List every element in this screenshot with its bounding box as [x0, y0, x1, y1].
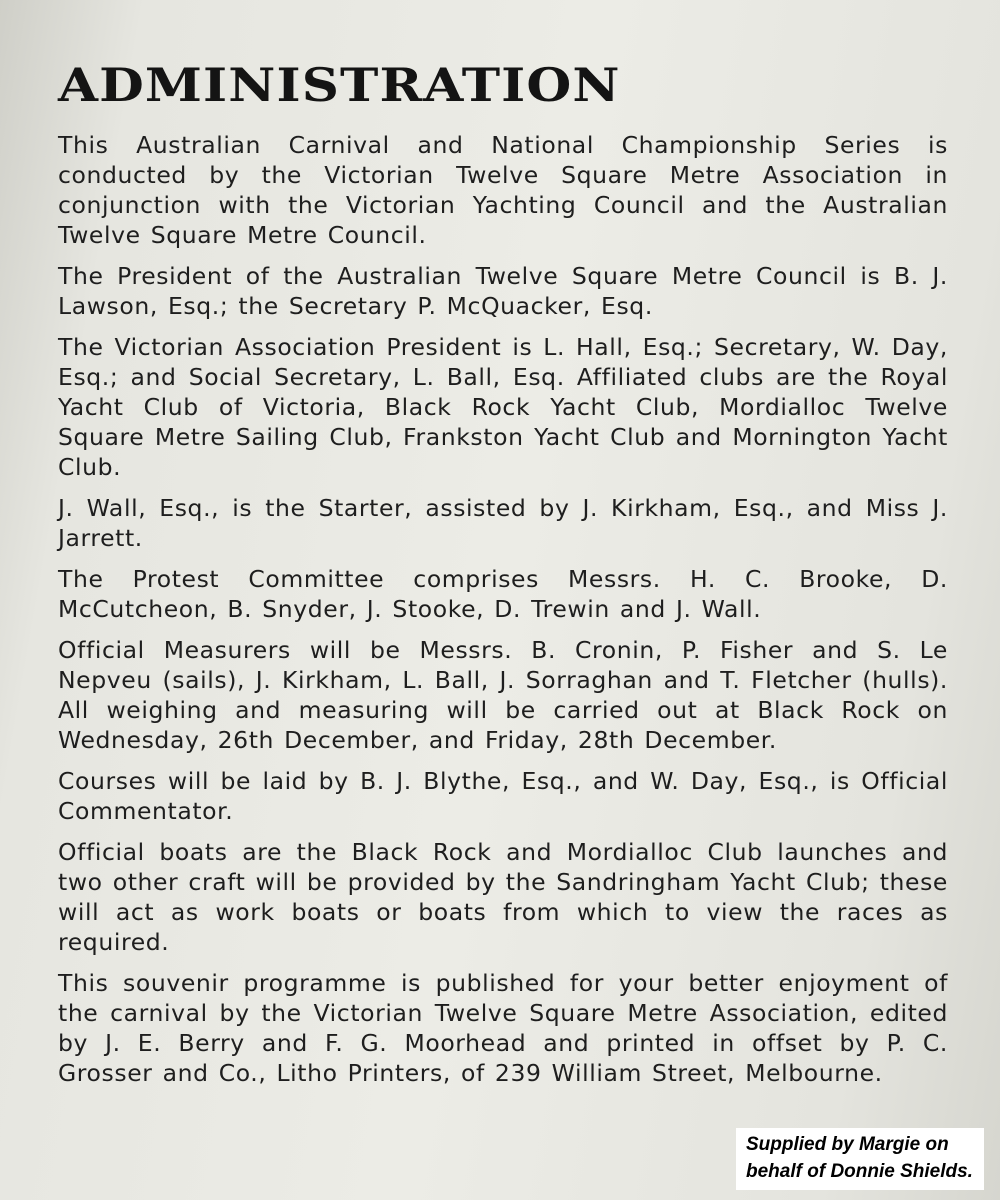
credit-line-2: behalf of Donnie Shields.: [746, 1161, 973, 1182]
paragraph-carnival-overview: This Australian Carnival and National Championship Series is conducted by the Victorian Twelve Square Metre Association in conjunction with the Victorian Yachting Council and the Australian Twelve Square Metre Council.: [58, 131, 948, 249]
document-body: [58, 130, 948, 1099]
credit-box: [736, 1128, 984, 1190]
paragraph-council-officers: The President of the Australian Twelve Square Metre Council is B. J. Lawson, Esq.; the Secretary P. McQuacker, Esq.: [58, 262, 948, 320]
credit-line-1: Supplied by Margie on: [746, 1134, 949, 1155]
paragraph-official-boats: Official boats are the Black Rock and Mordialloc Club launches and two other craft will be provided by the Sandringham Yacht Club; these will act as work boats or boats from which to view the races as required.: [58, 838, 948, 956]
paragraph-courses-commentator: Courses will be laid by B. J. Blythe, Esq., and W. Day, Esq., is Official Commentator.: [58, 767, 948, 825]
paragraph-official-measurers: Official Measurers will be Messrs. B. Cronin, P. Fisher and S. Le Nepveu (sails), J. Kirkham, L. Ball, J. Sorraghan and T. Fletcher (hulls). All weighing and measuring will be carried out at Black Rock on Wednesday, 26th December, and Friday, 28th December.: [58, 636, 948, 754]
paragraph-starter: J. Wall, Esq., is the Starter, assisted by J. Kirkham, Esq., and Miss J. Jarrett.: [58, 494, 948, 552]
page-title: ADMINISTRATION: [58, 58, 621, 112]
paragraph-victorian-association: The Victorian Association President is L. Hall, Esq.; Secretary, W. Day, Esq.; and Social Secretary, L. Ball, Esq. Affiliated clubs are the Royal Yacht Club of Victoria, Black Rock Yacht Club, Mordialloc Twelve Square Metre Sailing Club, Frankston Yacht Club and Mornington Yacht Club.: [58, 333, 948, 481]
paragraph-protest-committee: The Protest Committee comprises Messrs. H. C. Brooke, D. McCutcheon, B. Snyder, J. Stooke, D. Trewin and J. Wall.: [58, 565, 948, 623]
paragraph-souvenir-programme: This souvenir programme is published for your better enjoyment of the carnival by the Victorian Twelve Square Metre Association, edited by J. E. Berry and F. G. Moorhead and printed in offset by P. C. Grosser and Co., Litho Printers, of 239 William Street, Melbourne.: [58, 969, 948, 1087]
